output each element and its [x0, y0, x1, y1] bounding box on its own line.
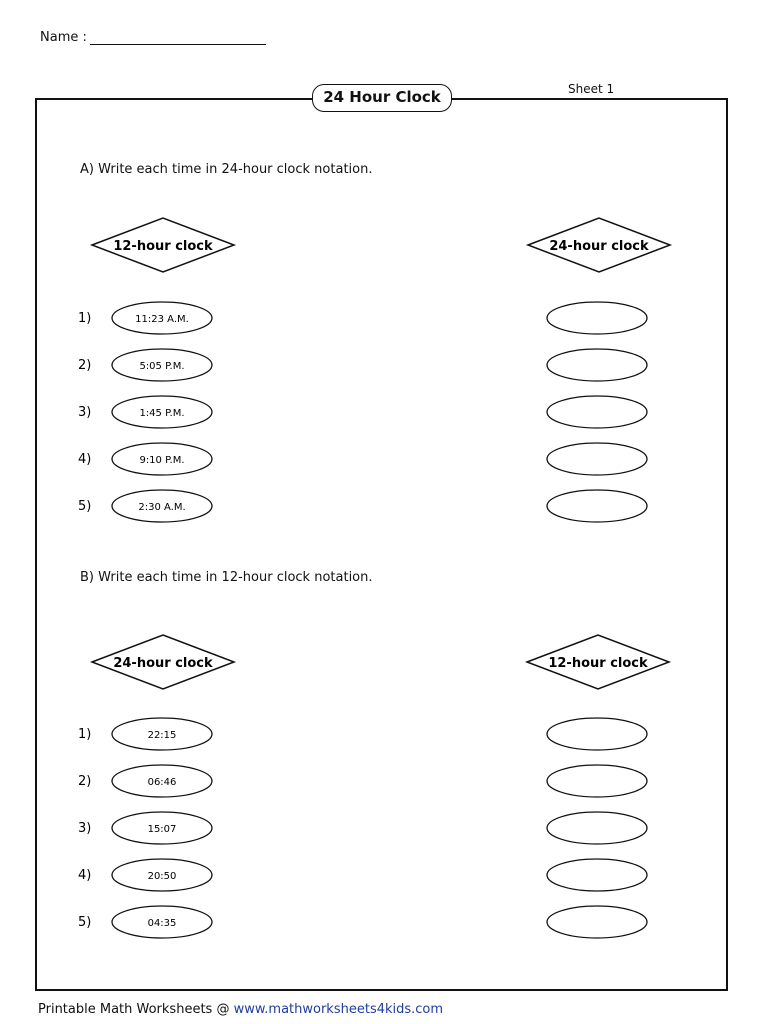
row-number: 3) — [78, 405, 92, 420]
section-a-instruction: A) Write each time in 24-hour clock notation. — [80, 162, 373, 177]
answer-oval[interactable] — [547, 302, 647, 334]
time-value: 5:05 P.M. — [139, 361, 185, 372]
section-b-right-header — [527, 635, 669, 689]
row-number: 4) — [78, 868, 92, 883]
answer-oval[interactable] — [547, 490, 647, 522]
time-value: 04:35 — [147, 918, 177, 929]
section-a-row-3 — [78, 396, 647, 428]
footer — [38, 1002, 443, 1017]
row-number: 5) — [78, 915, 92, 930]
row-number: 1) — [78, 311, 92, 326]
row-number: 5) — [78, 499, 92, 514]
row-number: 2) — [78, 774, 92, 789]
section-a-row-4 — [78, 443, 647, 475]
time-value: 20:50 — [147, 871, 177, 882]
time-value: 2:30 A.M. — [138, 502, 186, 513]
footer-link[interactable]: www.mathworksheets4kids.com — [233, 1002, 444, 1017]
section-b-row-1 — [78, 718, 647, 750]
section-b-instruction: B) Write each time in 12-hour clock notation. — [80, 570, 373, 585]
section-a-right-header — [528, 218, 670, 272]
section-b-row-4 — [78, 859, 647, 891]
answer-oval[interactable] — [547, 765, 647, 797]
answer-oval[interactable] — [547, 396, 647, 428]
answer-oval[interactable] — [547, 859, 647, 891]
name-label: Name : — [40, 30, 87, 45]
answer-oval[interactable] — [547, 906, 647, 938]
section-b-row-2 — [78, 765, 647, 797]
section-a-left-header-label: 12-hour clock — [113, 239, 213, 254]
section-a-left-header — [92, 218, 234, 272]
answer-oval[interactable] — [547, 443, 647, 475]
footer-text: Printable Math Worksheets @ — [38, 1002, 234, 1017]
answer-oval[interactable] — [547, 349, 647, 381]
sheet-label: Sheet 1 — [568, 82, 615, 96]
section-a-row-2 — [78, 349, 647, 381]
answer-oval[interactable] — [547, 718, 647, 750]
row-number: 4) — [78, 452, 92, 467]
section-a-row-1 — [78, 302, 647, 334]
section-b-row-5 — [78, 906, 647, 938]
row-number: 3) — [78, 821, 92, 836]
time-value: 11:23 A.M. — [135, 314, 189, 325]
time-value: 22:15 — [147, 730, 177, 741]
section-b-left-header — [92, 635, 234, 689]
section-b-left-header-label: 24-hour clock — [113, 656, 213, 671]
row-number: 1) — [78, 727, 92, 742]
time-value: 9:10 P.M. — [139, 455, 185, 466]
answer-oval[interactable] — [547, 812, 647, 844]
section-a-row-5 — [78, 490, 647, 522]
section-b-row-3 — [78, 812, 647, 844]
row-number: 2) — [78, 358, 92, 373]
section-b-right-header-label: 12-hour clock — [548, 656, 648, 671]
time-value: 1:45 P.M. — [139, 408, 185, 419]
section-a-right-header-label: 24-hour clock — [549, 239, 649, 254]
time-value: 15:07 — [147, 824, 177, 835]
worksheet-title: 24 Hour Clock — [312, 84, 452, 112]
time-value: 06:46 — [147, 777, 177, 788]
